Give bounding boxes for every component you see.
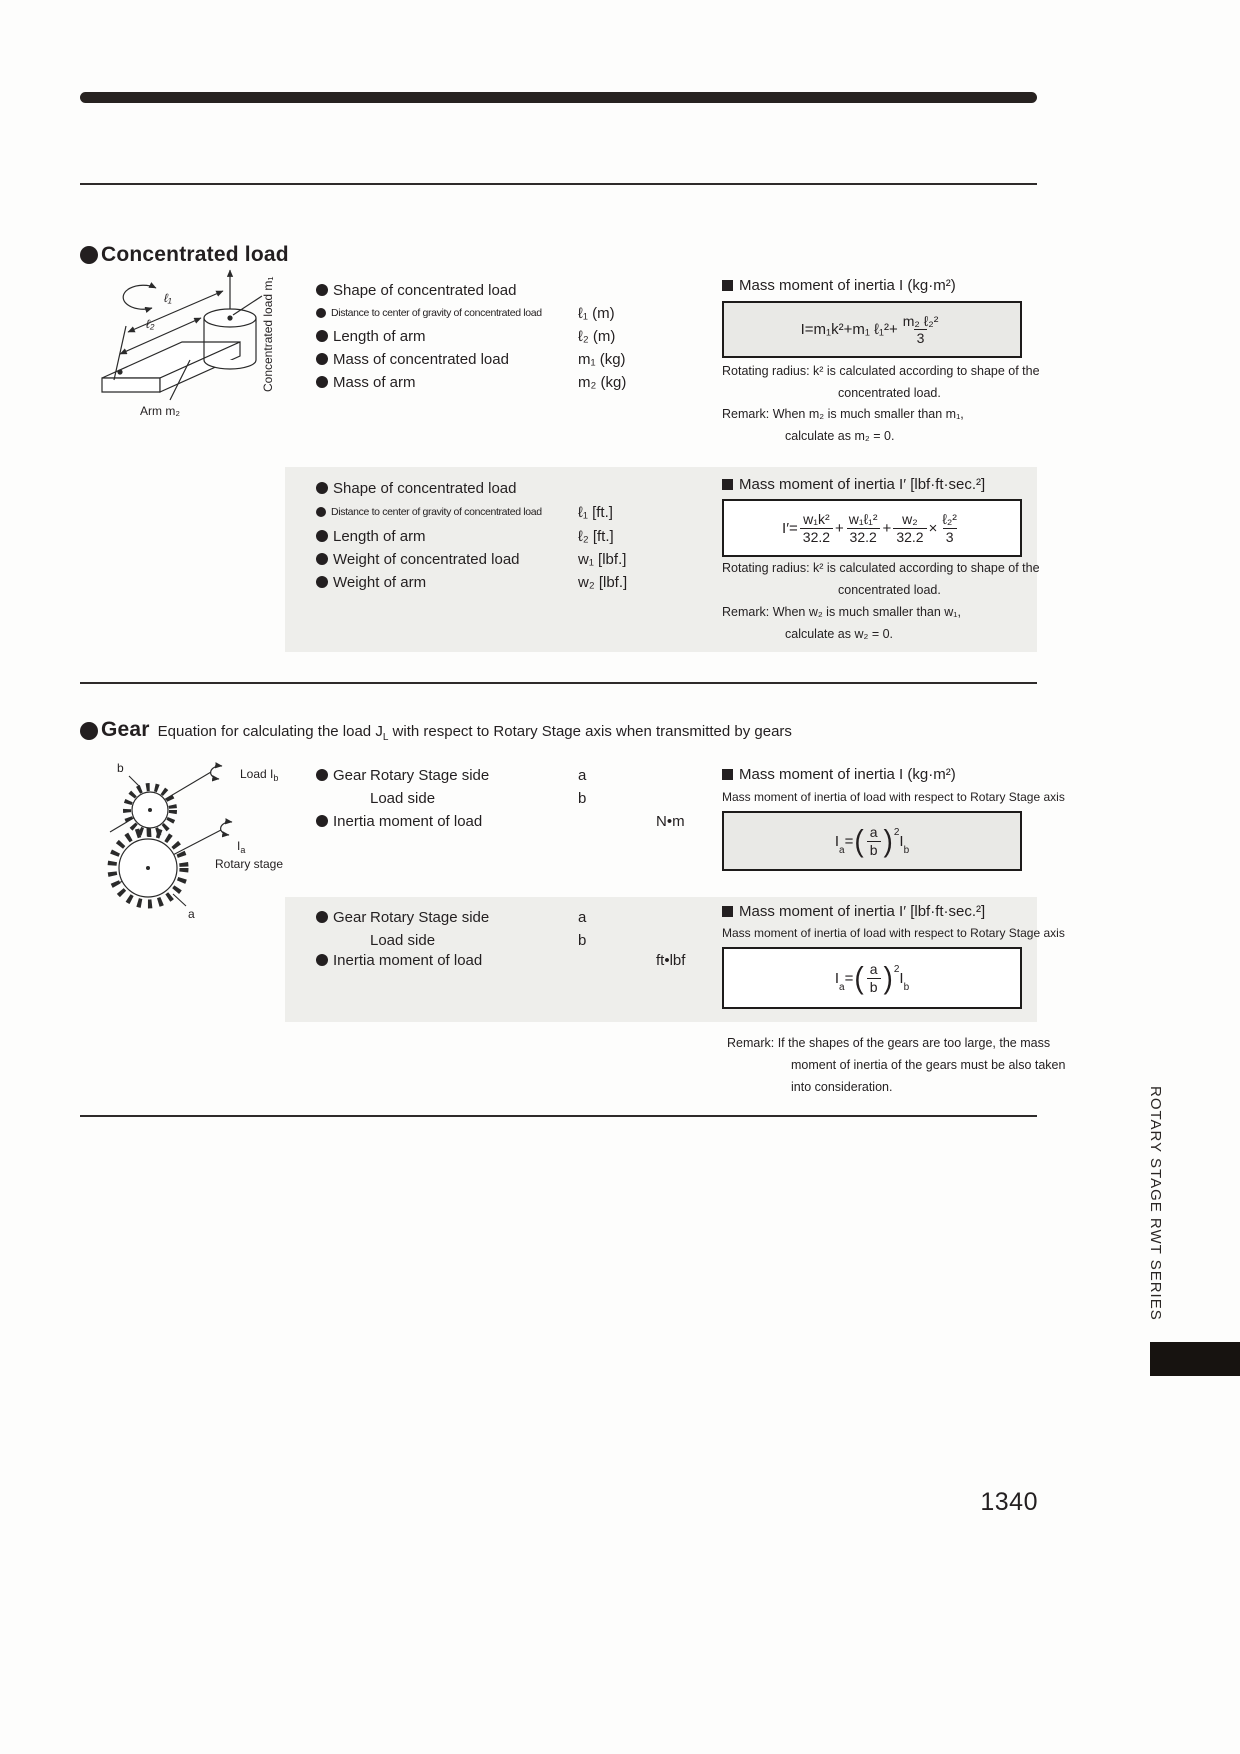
- gear-a-label: a: [188, 907, 195, 921]
- rotation-arrow-icon: [211, 766, 222, 779]
- spec-row: [316, 573, 746, 591]
- spec-label: Shape of concentrated load: [333, 281, 517, 299]
- bullet-icon: [316, 911, 328, 923]
- divider-rule-middle: [80, 682, 1037, 684]
- spec-unit: ft•lbf: [656, 952, 686, 969]
- section-subtitle: Equation for calculating the load $J_L$ with respect to Rotary Stage axis when transmitted by gears: [157, 723, 792, 743]
- spec-row: [316, 951, 746, 969]
- spec-sublabel: Rotary Stage side: [370, 909, 490, 926]
- spec-symbol: ℓ₂ [ft.]: [578, 528, 614, 545]
- spec-label: Length of arm: [333, 527, 426, 545]
- series-side-label: ROTARY STAGE RWT SERIES: [1147, 1086, 1164, 1321]
- spec-symbol: ℓ₁ (m): [578, 305, 615, 322]
- spec-row: [316, 479, 746, 497]
- result-title-text: Mass moment of inertia I′ [lbf·ft·sec.²]: [739, 903, 986, 920]
- result-caption: Mass moment of inertia of load with respect to Rotary Stage axis: [722, 926, 1065, 940]
- top-header-bar: [80, 92, 1037, 103]
- spec-label: Inertia moment of load: [333, 951, 483, 969]
- spec-symbol: m₂ (kg): [578, 374, 627, 391]
- result-title-imperial: [722, 476, 985, 493]
- remark-line: Remark: When w₂ is much smaller than w₁,: [722, 605, 961, 619]
- concentrated-load-diagram: [90, 260, 290, 425]
- spec-label: Length of arm: [333, 327, 426, 345]
- spec-symbol: ℓ₂ (m): [578, 328, 616, 345]
- spec-symbol: w₂ [lbf.]: [578, 574, 628, 591]
- section-title-text: Concentrated load: [101, 243, 289, 266]
- spec-sublabel: Load side: [370, 932, 436, 949]
- bullet-icon: [316, 308, 326, 318]
- spec-row: [316, 503, 746, 521]
- note-line: Rotating radius: k² is calculated according to shape of the: [722, 364, 1040, 378]
- formula-box-metric: [722, 301, 1022, 358]
- spec-row: [316, 789, 746, 807]
- spec-unit: N•m: [656, 813, 685, 830]
- gear-diagram: [85, 740, 295, 930]
- divider-rule-bottom: [80, 1115, 1037, 1117]
- result-title-metric: [722, 277, 956, 294]
- spec-sublabel: Load side: [370, 790, 436, 807]
- bullet-icon: [316, 482, 328, 494]
- bullet-icon: [316, 530, 328, 542]
- remark-line: moment of inertia of the gears must be also taken: [791, 1058, 1066, 1072]
- remark-line: calculate as w₂ = 0.: [785, 627, 894, 641]
- square-bullet-icon: [722, 479, 733, 490]
- formula-box-gear-metric: [722, 811, 1022, 871]
- spec-sublabel: Rotary Stage side: [370, 767, 490, 784]
- result-title-gear-metric: [722, 766, 956, 783]
- spec-row: [316, 812, 746, 830]
- formula-box-gear-imperial: [722, 947, 1022, 1009]
- square-bullet-icon: [722, 769, 733, 780]
- spec-row: [316, 908, 746, 926]
- dim-l2-label: ℓ₂: [146, 317, 155, 331]
- result-title-gear-imperial: [722, 903, 985, 920]
- remark-line: into consideration.: [791, 1080, 893, 1094]
- bullet-icon: [316, 769, 328, 781]
- spec-label: Inertia moment of load: [333, 812, 483, 830]
- spec-label: Distance to center of gravity of concentrated load: [331, 307, 542, 319]
- remark-line: Remark: When m₂ is much smaller than m₁,: [722, 407, 964, 421]
- bullet-icon: [316, 576, 328, 588]
- spec-label: Shape of concentrated load: [333, 479, 517, 497]
- divider-rule-top: [80, 183, 1037, 185]
- page-number: 1340: [980, 1488, 1038, 1516]
- formula-box-imperial: [722, 499, 1022, 557]
- arm-label: Arm m₂: [140, 404, 180, 418]
- gear-formula-metric: I $_a$ = ( $\frac{a}{b}$ ) $^2$ I $_b$: [834, 823, 910, 858]
- stage-inertia-label: $I_a$: [237, 839, 246, 855]
- spec-symbol: m₁ (kg): [578, 351, 626, 368]
- spec-label: Mass of arm: [333, 373, 416, 391]
- spec-row: [316, 304, 746, 322]
- series-side-tab: [1150, 1342, 1240, 1376]
- bullet-icon: [316, 376, 328, 388]
- square-bullet-icon: [722, 280, 733, 291]
- spec-row: [316, 281, 746, 299]
- spec-row: [316, 327, 746, 345]
- spec-label: Gear: [333, 908, 367, 926]
- spec-row: [316, 373, 746, 391]
- spec-label: Gear: [333, 766, 367, 784]
- dim-l1-label: ℓ₁: [164, 291, 172, 305]
- bullet-icon: [316, 553, 328, 565]
- section-title-text: Gear: [101, 718, 150, 741]
- inertia-formula-metric: I=m₁k²+m₁ ℓ₁²+ $\frac{\text{m₂ ℓ₂²}}{3}$: [800, 312, 939, 346]
- inertia-formula-imperial: I′= $\frac{\text{w₁k²}}{32.2}$ + $\frac{\text{w₁ℓ₁²}}{32.2}$ + $\frac{\text{w₂}}{32.2}$ × $\frac{\text{ℓ₂²}}{3}$: [782, 511, 957, 545]
- bullet-icon: [316, 507, 326, 517]
- rotation-arrow-icon: [123, 285, 156, 309]
- spec-value: b: [578, 932, 587, 949]
- note-line: Rotating radius: k² is calculated according to shape of the: [722, 561, 1040, 575]
- spec-label: Weight of arm: [333, 573, 427, 591]
- bullet-icon: [316, 815, 328, 827]
- spec-row: [316, 350, 746, 368]
- spec-row: [316, 550, 746, 568]
- remark-line: Remark: If the shapes of the gears are too large, the mass: [727, 1036, 1051, 1050]
- spec-label: Weight of concentrated load: [333, 550, 520, 568]
- gear-b-label: b: [117, 761, 124, 775]
- bullet-icon: [316, 330, 328, 342]
- spec-value: b: [578, 790, 587, 807]
- bullet-icon: [316, 954, 328, 966]
- load-inertia-label: Load $I_b$: [240, 767, 279, 783]
- rotation-arrow-icon: [221, 822, 232, 835]
- spec-value: a: [578, 909, 587, 926]
- section-bullet-icon: [80, 722, 98, 740]
- spec-label: Distance to center of gravity of concentrated load: [331, 506, 542, 518]
- rotary-stage-label: Rotary stage: [215, 857, 284, 871]
- remark-line: calculate as m₂ = 0.: [785, 429, 895, 443]
- spec-row: [316, 527, 746, 545]
- bullet-icon: [316, 284, 328, 296]
- spec-value: a: [578, 767, 587, 784]
- result-caption: Mass moment of inertia of load with respect to Rotary Stage axis: [722, 790, 1065, 804]
- bullet-icon: [316, 353, 328, 365]
- gear-formula-imperial: I $_a$ = ( $\frac{a}{b}$ ) $^2$ I $_b$: [834, 960, 910, 995]
- spec-label: Mass of concentrated load: [333, 350, 509, 368]
- spec-row: [316, 766, 746, 784]
- result-title-text: Mass moment of inertia I′ [lbf·ft·sec.²]: [739, 476, 986, 493]
- spec-symbol: ℓ₁ [ft.]: [578, 504, 613, 521]
- note-line: concentrated load.: [838, 386, 941, 400]
- result-title-text: Mass moment of inertia I (kg·m²): [739, 277, 956, 294]
- axis-vertical-label: Concentrated load m₁: [261, 276, 275, 392]
- square-bullet-icon: [722, 906, 733, 917]
- note-line: concentrated load.: [838, 583, 941, 597]
- result-title-text: Mass moment of inertia I (kg·m²): [739, 766, 956, 783]
- spec-row: [316, 931, 746, 949]
- spec-symbol: w₁ [lbf.]: [578, 551, 627, 568]
